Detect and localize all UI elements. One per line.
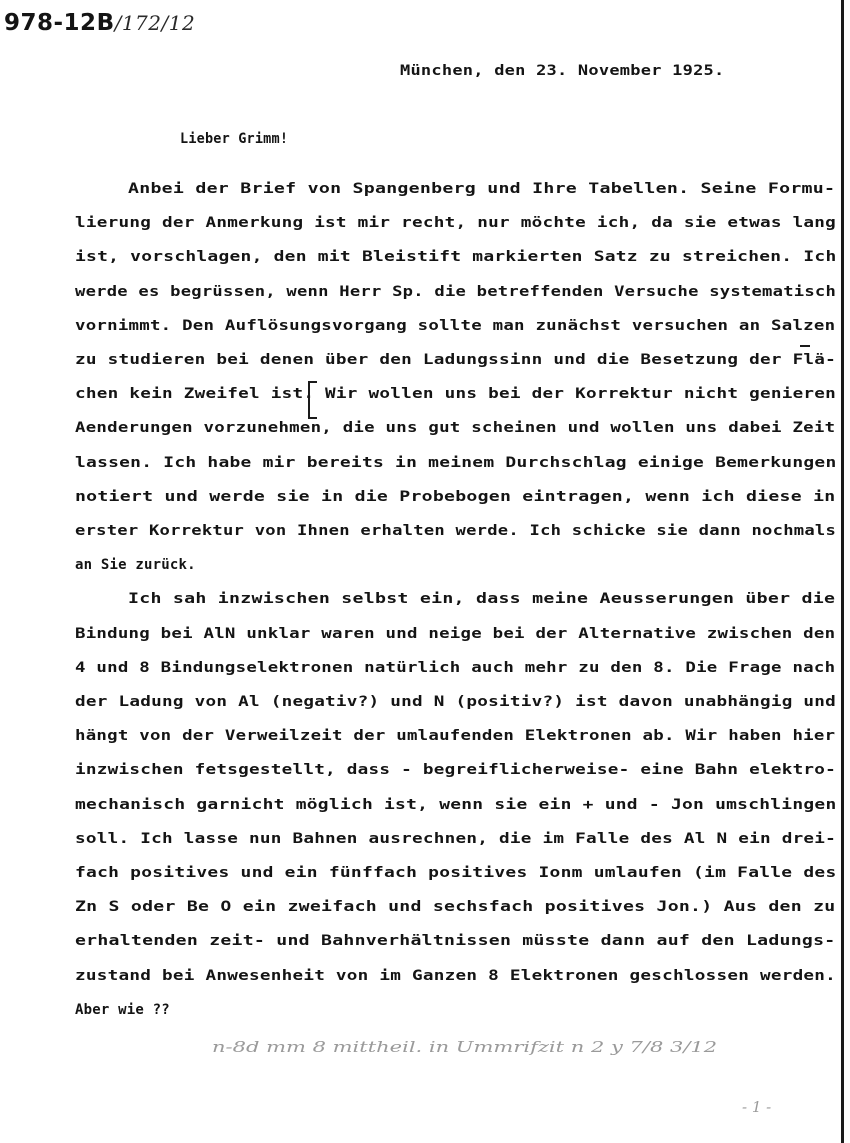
body-line: der Ladung von Al (negativ?) und N (positiv?) ist davon unabhängig und [75, 694, 837, 710]
scan-edge [841, 0, 844, 1143]
body-line: mechanisch garnicht möglich ist, wenn sie ein + und - Jon umschlingen [75, 796, 837, 813]
salutation: Lieber Grimm! [180, 131, 289, 147]
body-line: 4 und 8 Bindungselektronen natürlich auch mehr zu den 8. Die Frage nach [75, 659, 836, 676]
archive-reference [4, 10, 195, 36]
body-line: zu studieren bei denen über den Ladungssinn und die Besetzung der Flä- [75, 352, 837, 368]
body-line: fach positives und ein fünffach positives Ionm umlaufen (im Falle des [75, 865, 837, 881]
body-line: Aber wie ?? [75, 1001, 170, 1018]
body-line: soll. Ich lasse nun Bahnen ausrechnen, die im Falle des Al N ein drei- [75, 830, 837, 847]
pencil-bracket [308, 381, 317, 419]
body-line: Ich sah inzwischen selbst ein, dass meine Aeusserungen über die [128, 591, 836, 608]
body-line: chen kein Zweifel ist. Wir wollen uns bei der Korrektur nicht genieren [75, 386, 837, 403]
date-line: München, den 23. November 1925. [400, 63, 725, 79]
body-line: Anbei der Brief von Spangenberg und Ihre Tabellen. Seine Formu- [128, 181, 836, 197]
body-line: Bindung bei AlN unklar waren und neige bei der Alternative zwischen den [75, 625, 836, 642]
body-line: inzwischen fetsgestellt, dass - begreiflicherweise- eine Bahn elektro- [75, 762, 837, 779]
reference-number: 978-12B [4, 10, 115, 36]
body-line: erster Korrektur von Ihnen erhalten werde. Ich schicke sie dann nochmals [75, 523, 837, 539]
body-line: vornimmt. Den Auflösungsvorgang sollte man zunächst versuchen an Salzen [75, 317, 836, 334]
body-line: zustand bei Anwesenheit von im Ganzen 8 Elektronen geschlossen werden. [75, 967, 837, 984]
pencil-note: n-8d mm 8 mittheil. in Ummrifzit n 2 y 7/8 3/12 [212, 1038, 718, 1056]
reference-handwritten: /172/12 [114, 11, 196, 35]
margin-mark [800, 345, 810, 347]
body-line: hängt von der Verweilzeit der umlaufenden Elektronen ab. Wir haben hier [75, 728, 836, 745]
body-line: an Sie zurück. [75, 557, 196, 574]
body-line: ist, vorschlagen, den mit Bleistift markierten Satz zu streichen. Ich [75, 249, 837, 266]
body-line: Aenderungen vorzunehmen, die uns gut scheinen und wollen uns dabei Zeit [75, 420, 836, 437]
page-mark: - 1 - [742, 1098, 772, 1116]
body-line: lierung der Anmerkung ist mir recht, nur möchte ich, da sie etwas lang [75, 215, 837, 232]
body-line: erhaltenden zeit- und Bahnverhältnissen müsste dann auf den Ladungs- [75, 933, 836, 950]
body-line: notiert und werde sie in die Probebogen eintragen, wenn ich diese in [75, 488, 836, 505]
body-line: werde es begrüssen, wenn Herr Sp. die betreffenden Versuche systematisch [75, 283, 837, 300]
body-line: Zn S oder Be O ein zweifach und sechsfach positives Jon.) Aus den zu [75, 899, 836, 916]
body-line: lassen. Ich habe mir bereits in meinem Durchschlag einige Bemerkungen [75, 454, 837, 471]
